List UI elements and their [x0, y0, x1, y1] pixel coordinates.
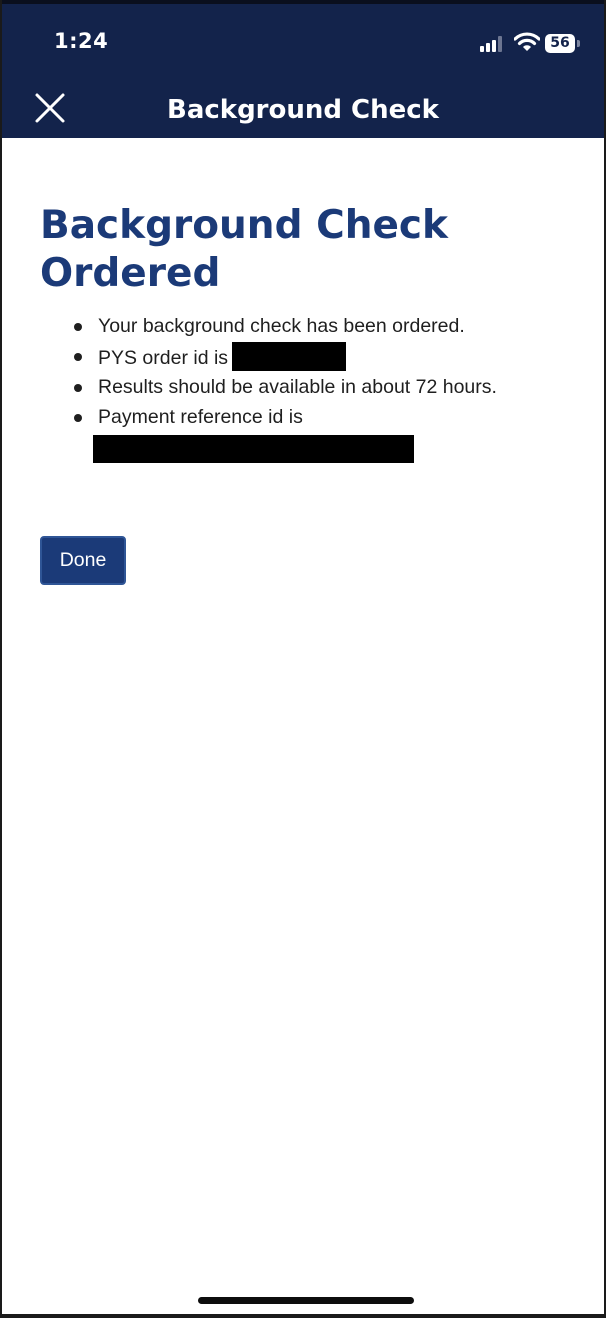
order-id-label: PYS order id is	[98, 346, 229, 369]
cellular-signal-icon	[480, 36, 506, 52]
nav-title: Background Check	[167, 95, 439, 125]
bottom-edge	[2, 1314, 604, 1318]
list-item-results	[98, 373, 580, 403]
order-id-redaction	[232, 342, 346, 371]
battery-tip	[577, 40, 580, 47]
top-bar	[2, 0, 604, 138]
payment-id-redaction	[93, 435, 414, 463]
battery-icon: 56	[545, 34, 575, 53]
status-time: 1:24	[54, 29, 109, 53]
list-item-order-id	[98, 342, 580, 374]
home-indicator[interactable]	[198, 1297, 414, 1304]
page-heading: Background Check Ordered	[40, 203, 448, 296]
done-button[interactable]: Done	[40, 536, 126, 585]
list-item-payment	[98, 403, 580, 464]
results-text: Results should be available in about 72 hours.	[98, 376, 497, 398]
list-item-ordered	[98, 312, 580, 342]
payment-label: Payment reference id is	[98, 405, 303, 428]
main-content	[40, 202, 580, 463]
status-list	[40, 312, 580, 463]
ordered-text: Your background check has been ordered.	[98, 315, 465, 337]
wifi-icon	[514, 32, 540, 52]
